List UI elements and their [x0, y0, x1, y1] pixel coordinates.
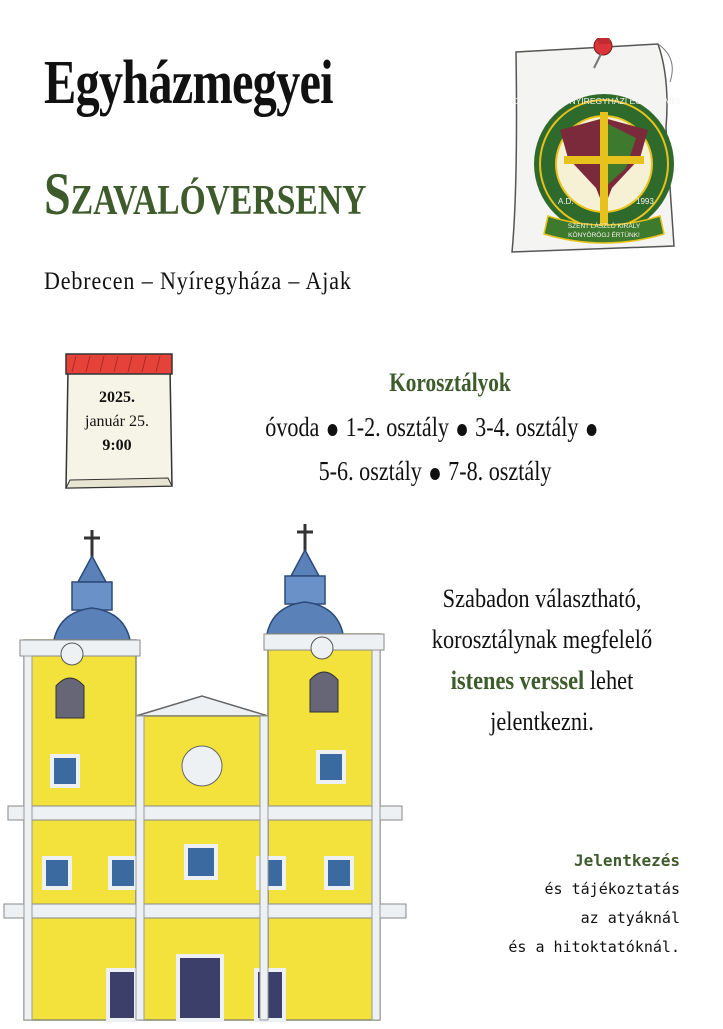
diocese-logo: [508, 38, 680, 256]
age-groups-heading: Korosztályok: [389, 368, 511, 397]
logo-ring-text: DEBRECEN – NYÍREGYHÁZI EGYHÁZMEGYE: [512, 96, 680, 106]
description-rest: lehet: [584, 666, 634, 695]
logo-year-right: 1993: [636, 197, 654, 206]
bullet-icon: [587, 424, 597, 436]
age-group: 3-4. osztály: [475, 412, 579, 442]
age-group: 1-2. osztály: [345, 412, 449, 442]
description-line: korosztálynak megfelelő: [431, 625, 653, 654]
cities-line: Debrecen – Nyíregyháza – Ajak: [44, 268, 352, 295]
description-line: [413, 660, 671, 701]
bullet-icon: [457, 424, 467, 436]
contact-line: és a hitoktatóknál.: [508, 938, 680, 956]
description-highlight: istenes verssel: [450, 666, 585, 695]
bullet-icon: [328, 424, 338, 436]
description: [413, 578, 671, 742]
age-groups-line-2: [259, 456, 612, 487]
church-illustration: [0, 520, 410, 1024]
logo-year-left: A.D.: [558, 197, 574, 206]
age-groups-line-1: [259, 412, 612, 443]
title-line-2: Szavalóverseny: [44, 161, 367, 227]
contact-line: és tájékoztatás: [544, 880, 680, 898]
contact-info: [430, 846, 680, 962]
age-group: 7-8. osztály: [448, 456, 552, 486]
age-group: 5-6. osztály: [318, 456, 422, 486]
event-year: 2025.: [99, 389, 135, 406]
event-time: 9:00: [102, 437, 132, 454]
description-line: Szabadon választható,: [442, 584, 642, 613]
event-datetime: [64, 386, 170, 458]
logo-ribbon-2: KÖNYÖRÖGJ ÉRTÜNK!: [568, 232, 640, 239]
age-group: óvoda: [265, 412, 320, 442]
bullet-icon: [430, 468, 440, 480]
logo-ribbon-1: SZENT LÁSZLÓ KIRÁLY: [567, 223, 641, 230]
title-line-1: Egyházmegyei: [44, 49, 333, 117]
contact-heading: Jelentkezés: [574, 851, 680, 870]
contact-line: az atyáknál: [580, 909, 680, 927]
description-line: jelentkezni.: [490, 707, 594, 736]
event-date: január 25.: [85, 413, 149, 430]
